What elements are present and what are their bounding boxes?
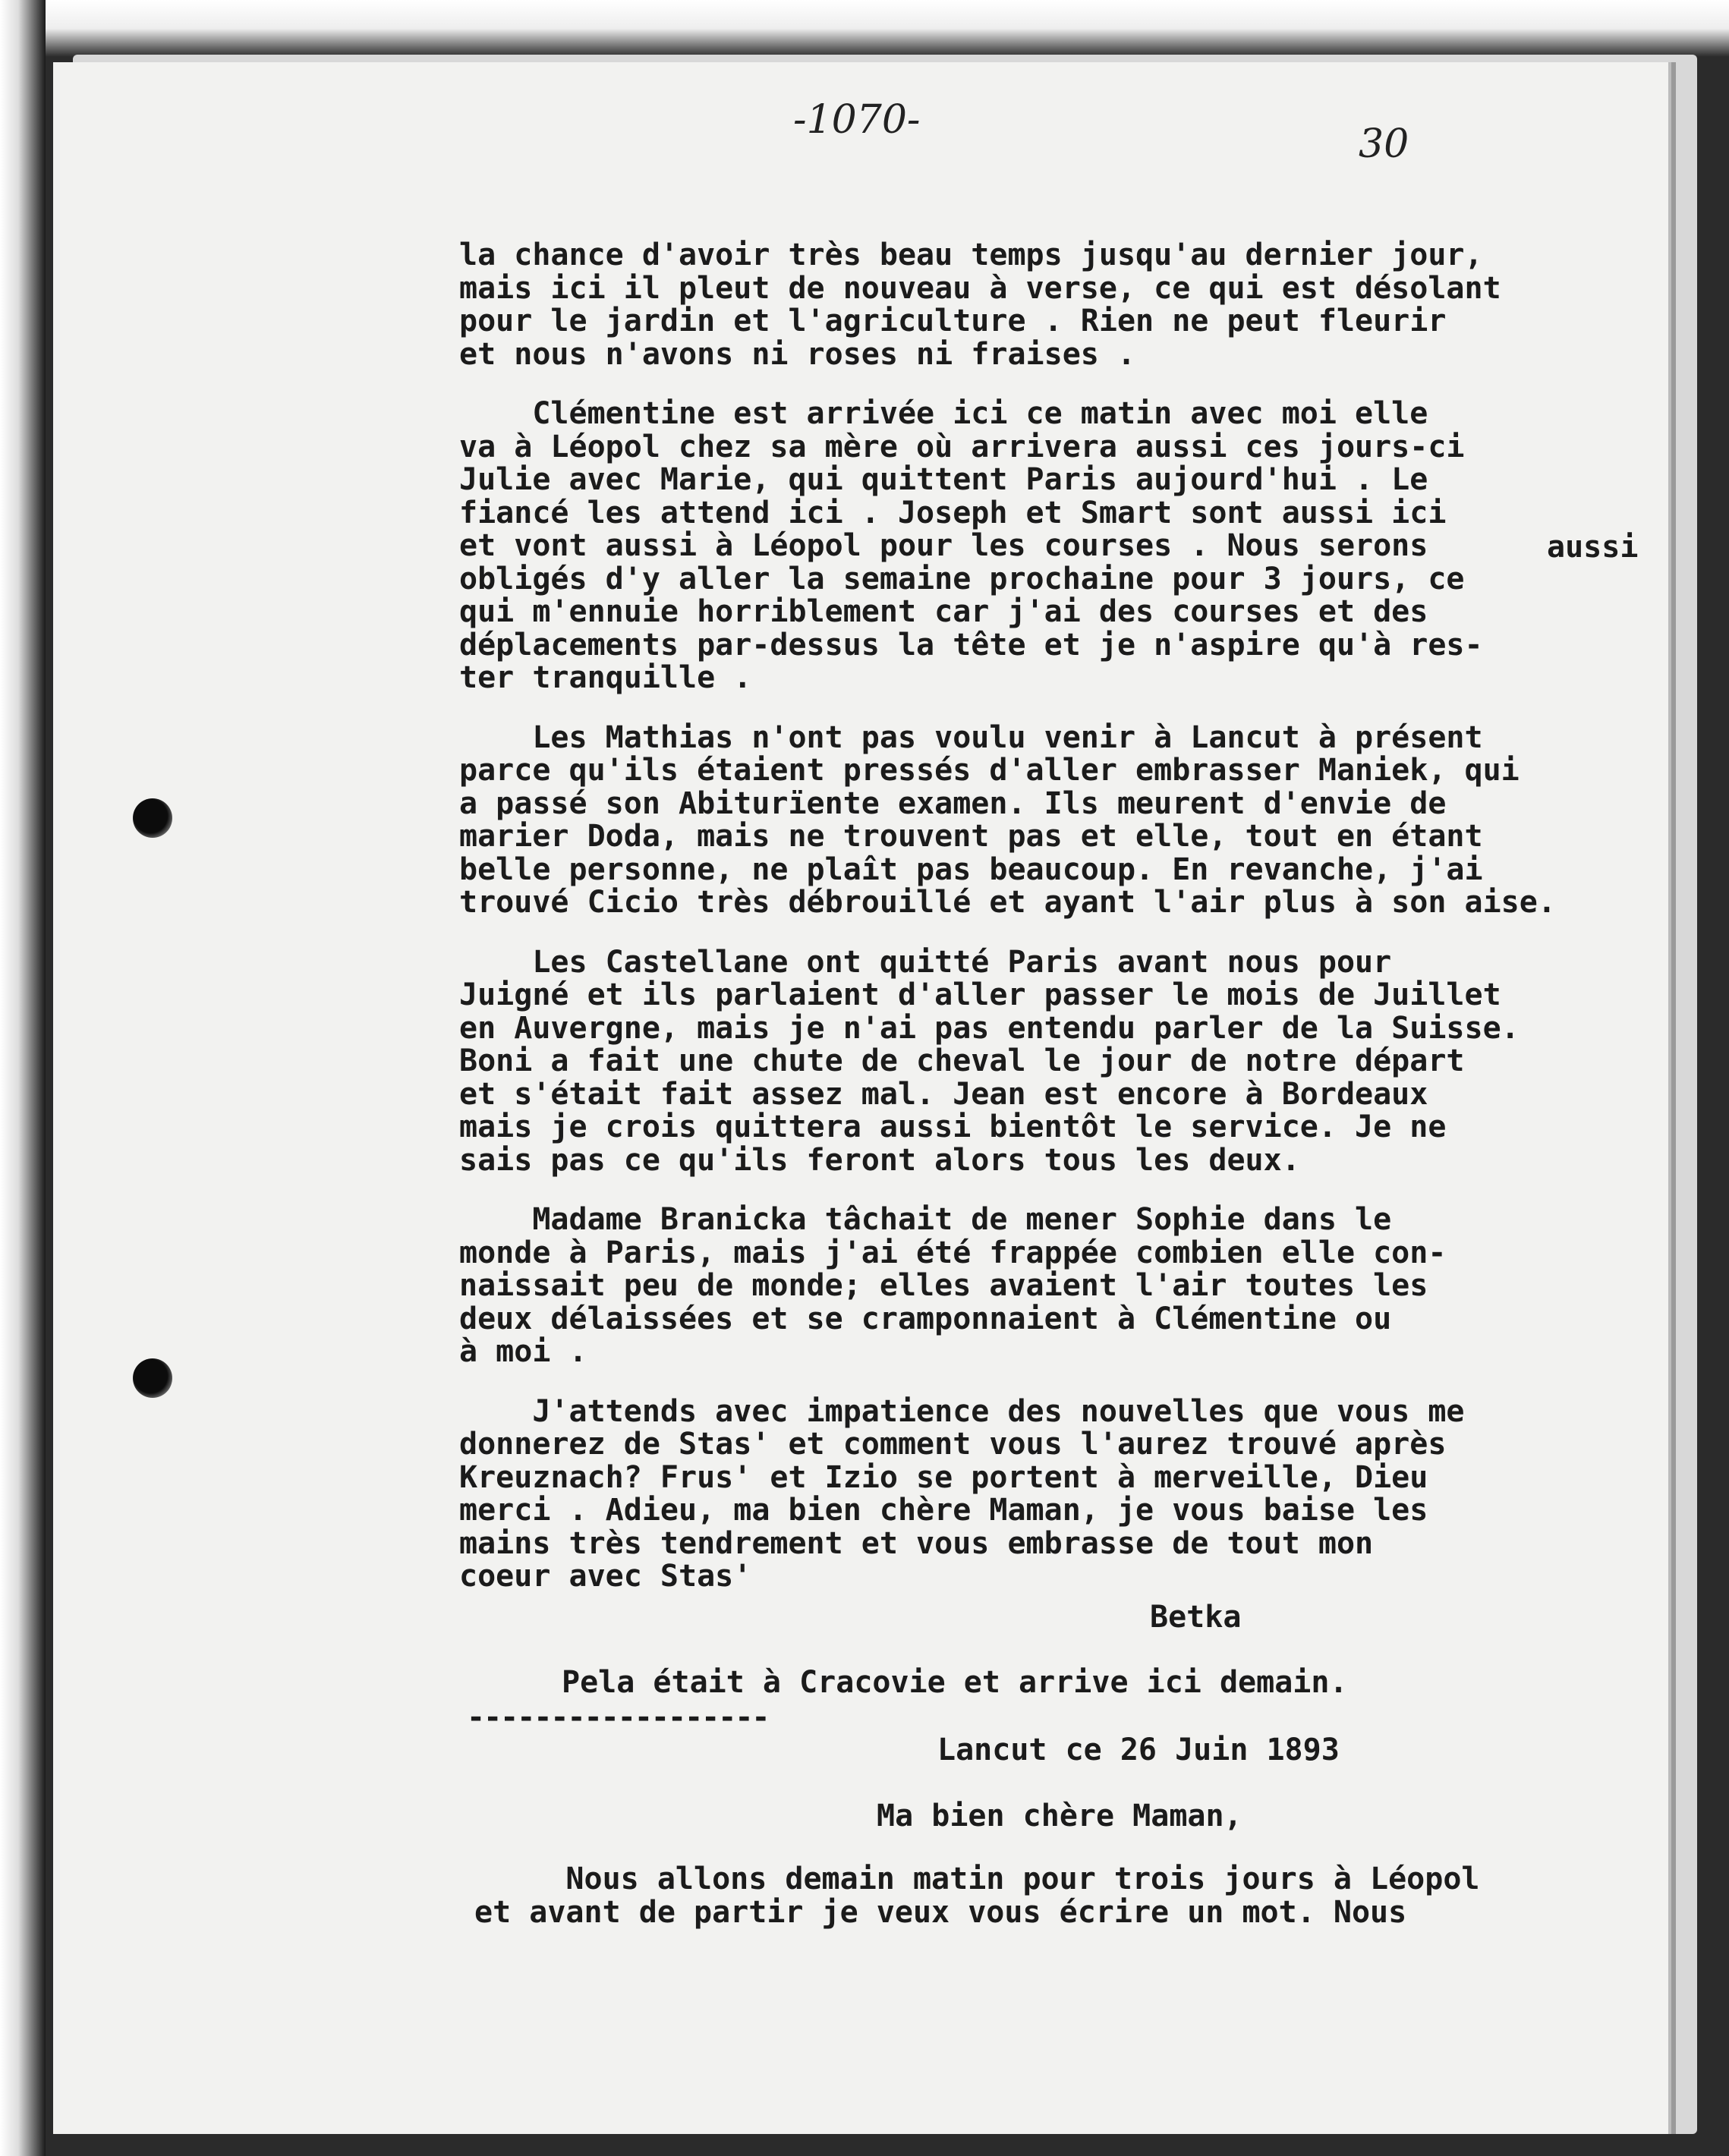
text-line: fiancé les attend ici . Joseph et Smart sont aussi ici [459,495,1447,530]
text-line: mains très tendrement et vous embrasse de tout mon [459,1525,1374,1561]
text-line: Julie avec Marie, qui quittent Paris aujourd'hui . Le [459,462,1428,497]
punch-hole-upper [133,798,172,838]
text-line: la chance d'avoir très beau temps jusqu'au dernier jour, [459,238,1483,272]
text-line: et nous n'avons ni roses ni fraises . [459,336,1136,372]
text-line: va à Léopol chez sa mère où arrivera aussi ces jours-ci [459,429,1465,464]
postscript: Pela était à Cracovie et arrive ici demain. [562,1665,1348,1700]
margin-insertion: aussi [1547,530,1639,565]
text-line: Les Mathias n'ont pas voulu venir à Lancut à présent [459,719,1483,755]
text-line: déplacements par-dessus la tête et je n'aspire qu'à res- [459,627,1483,663]
text-line: sais pas ce qu'ils feront alors tous les deux. [459,1142,1300,1178]
text-line: ter tranquille . [459,660,752,695]
text-line: en Auvergne, mais je n'ai pas entendu parler de la Suisse. [459,1010,1520,1046]
text-line: naissait peu de monde; elles avaient l'air toutes les [459,1268,1428,1303]
text-line: Madame Branicka tâchait de mener Sophie dans le [459,1202,1392,1237]
date-line: Lancut ce 26 Juin 1893 [937,1733,1340,1767]
text-line: J'attends avec impatience des nouvelles que vous me [459,1393,1465,1429]
paragraph [459,398,1643,695]
letter-body [459,239,1643,1620]
text-line: deux délaissées et se cramponnaient à Clémentine ou [459,1301,1392,1336]
text-line: donnerez de Stas' et comment vous l'aurez trouvé après [459,1427,1447,1462]
page-number: 30 [1359,121,1409,167]
text-line: mais ici il pleut de nouveau à verse, ce qui est désolant [459,270,1501,306]
punch-hole-lower [133,1358,172,1398]
text-line: Kreuznach? Frus' et Izio se portent à merveille, Dieu [459,1459,1428,1495]
paragraph [459,946,1643,1178]
text-line: coeur avec Stas' [459,1559,752,1594]
text-line: à moi . [459,1334,587,1369]
paragraph [459,719,1643,920]
text-line: belle personne, ne plaît pas beaucoup. En revanche, j'ai [459,851,1483,887]
text-line: merci . Adieu, ma bien chère Maman, je vous baise les [459,1493,1428,1528]
text-line: Les Castellane ont quitté Paris avant nous pour [459,944,1392,980]
text-line: marier Doda, mais ne trouvent pas et elle, tout en étant [459,819,1483,854]
text-line: qui m'ennuie horriblement car j'ai des courses et des [459,594,1428,629]
paragraph [459,239,1643,371]
paragraph [459,1204,1643,1369]
text-line: Boni a fait une chute de cheval le jour de notre départ [459,1043,1465,1078]
paragraph [459,1393,1643,1594]
folio-number: -1070- [793,97,921,143]
text-line: Juigné et ils parlaient d'aller passer le mois de Juillet [459,977,1501,1012]
text-line: obligés d'y aller la semaine prochaine pour 3 jours, ce [459,561,1465,596]
scan-border-top [0,0,1729,57]
letter-opening [474,1863,1480,1929]
text-line: et avant de partir je veux vous écrire un mot. Nous [474,1894,1407,1930]
salutation: Ma bien chère Maman, [877,1799,1242,1833]
text-line: et s'était fait assez mal. Jean est encore à Bordeaux [459,1076,1428,1112]
text-line: trouvé Cicio très débrouillé et ayant l'air plus à son aise. [459,885,1556,920]
text-line: et vont aussi à Léopol pour les courses . Nous serons [459,528,1428,563]
signature: Betka [1150,1600,1242,1635]
letter-separator: ------------------ [467,1700,769,1735]
text-line: Clémentine est arrivée ici ce matin avec moi elle [459,396,1428,431]
text-line: pour le jardin et l'agriculture . Rien ne peut fleurir [459,304,1447,338]
text-line: Nous allons demain matin pour trois jours à Léopol [474,1862,1480,1896]
scan-border-left [0,0,46,2156]
text-line: a passé son Abiturïente examen. Ils meurent d'envie de [459,785,1447,821]
text-line: mais je crois quittera aussi bientôt le service. Je ne [459,1109,1447,1144]
text-line: parce qu'ils étaient pressés d'aller embrasser Maniek, qui [459,753,1520,788]
text-line: monde à Paris, mais j'ai été frappée combien elle con- [459,1235,1447,1270]
